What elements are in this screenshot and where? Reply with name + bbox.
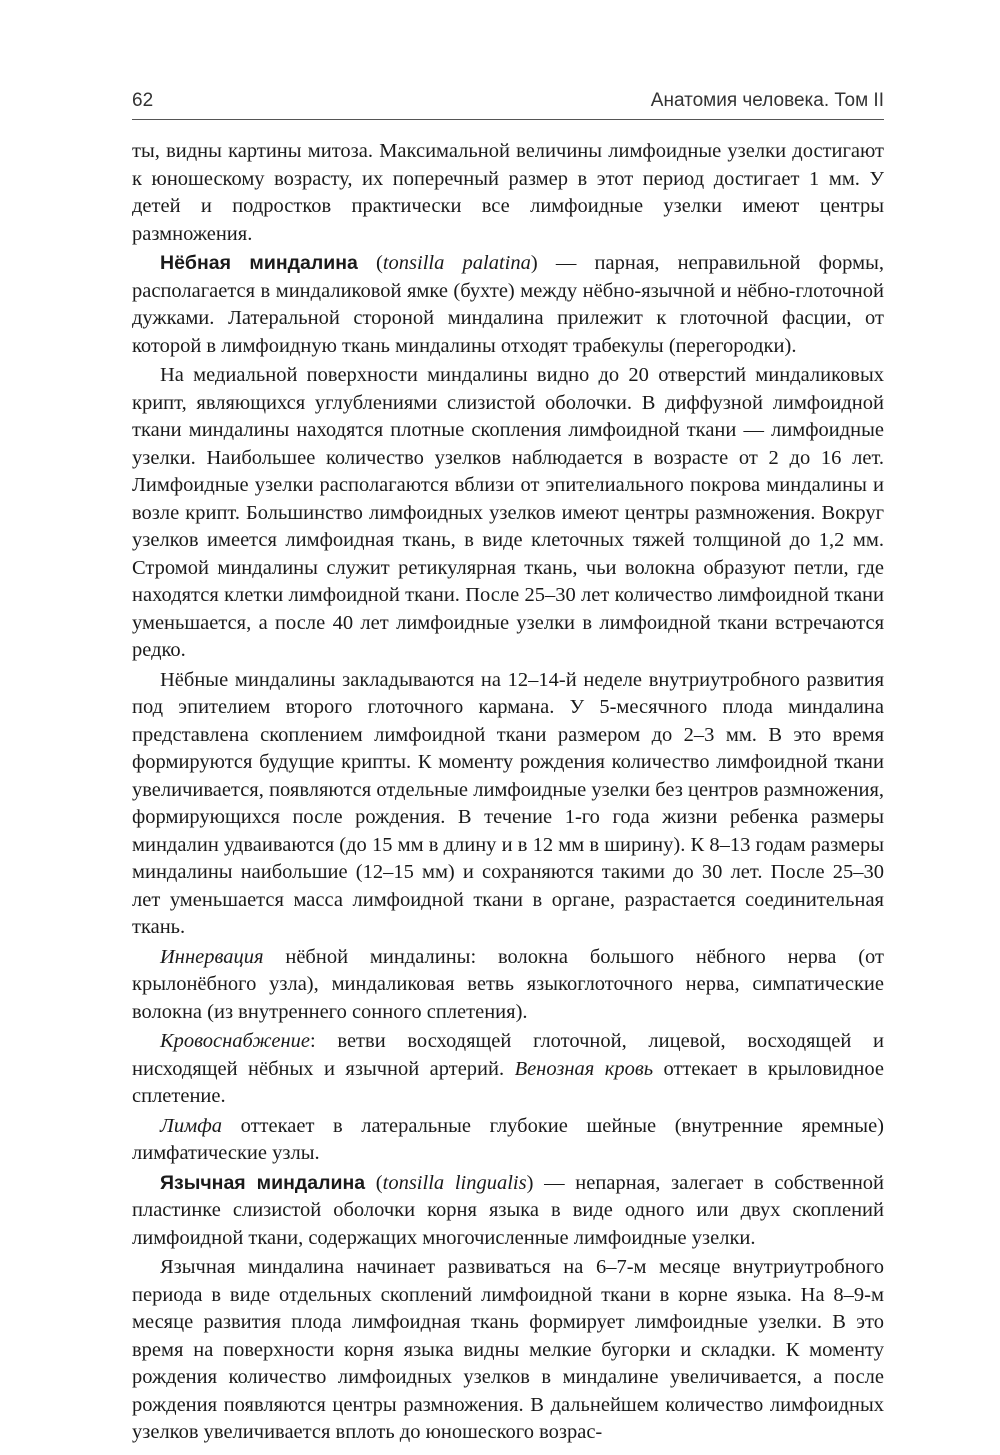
page-header: [132, 86, 884, 120]
paragraph-palatine-tonsil: Нёбная миндалина (tonsilla palatina) — парная, неправильной формы, располагается в миндаликовой ямке (бухте) между нёбно-язычной и нёбно-глоточной дужками. Латеральной стороной миндалина прилежит к глоточной фасции, от которой в лимфоидную ткань миндалины отходят трабекулы (перегородки).: [132, 252, 884, 357]
paragraph-lymph: Лимфа оттекает в латеральные глубокие шейные (внутренние яремные) лимфатические узлы.: [132, 1114, 884, 1164]
body-text: [132, 138, 884, 1447]
running-title: Анатомия человека. Том II: [650, 90, 884, 111]
paragraph-innervation: Иннервация нёбной миндалины: волокна большого нёбного нерва (от крылонёбного узла), миндаликовая ветвь языкоглоточного нерва, симпатические волокна (из внутреннего сонного сплетения).: [132, 945, 884, 1023]
italic-term: Лимфа: [160, 1114, 223, 1137]
paragraph-lingual-tonsil: Язычная миндалина (tonsilla lingualis) — непарная, залегает в собственной пластинке слизистой оболочки корня языка в виде одного или двух скоплений лимфоидной ткани, содержащих многочисленные лимфоидные узелки.: [132, 1171, 885, 1249]
page-number: 62: [132, 90, 154, 111]
paragraph-blood-supply: Кровоснабжение: ветви восходящей глоточной, лицевой, восходящей и нисходящей нёбных и язычной артерий. Венозная кровь оттекает в крыловидное сплетение.: [132, 1030, 884, 1107]
term-heading: Язычная миндалина: [160, 1171, 366, 1194]
paragraph-continuation: ты, видны картины митоза. Максимальной величины лимфоидные узелки достигают к юношескому возрасту, их поперечный размер в этот период достигает 1 мм. У детей и подростков практически все лимфоидные узелки имеют центры размножения.: [132, 140, 884, 245]
header-rule: [132, 119, 884, 120]
italic-term: Кровоснабжение: [160, 1030, 310, 1052]
latin-term: tonsilla lingualis: [382, 1171, 527, 1194]
term-heading: Нёбная миндалина: [160, 252, 358, 274]
paragraph-development: Нёбные миндалины закладываются на 12–14-й неделе внутриутробного развития под эпителием второго глоточного кармана. У 5-месячного плода миндалина представлена скоплением лимфоидной ткани размером до 2–3 мм. В это время формируются будущие крипты. К моменту рождения количество лимфоидной ткани увеличивается, появляются отдельные лимфоидные узелки без центров размножения, формирующихся после рождения. В течение 1-го года жизни ребенка размеры миндалин удваиваются (до 15 мм в длину и в 12 мм в ширину). К 8–13 годам размеры миндалины наибольшие (12–15 мм) и сохраняются такими до 30 лет. После 25–30 лет уменьшается масса лимфоидной ткани в органе, разрастается соединительная ткань.: [132, 668, 884, 938]
paragraph-crypts: На медиальной поверхности миндалины видно до 20 отверстий миндаликовых крипт, являющихся углублениями слизистой оболочки. В диффузной лимфоидной ткани миндалины находятся плотные скопления лимфоидной ткани — лимфоидные узелки. Наибольшее количество узелков наблюдается в возрасте от 2 до 16 лет. Лимфоидные узелки располагаются вблизи от эпителиального покрова миндалины и возле крипт. Большинство лимфоидных узелков имеют центры размножения. Вокруг узелков имеется лимфоидная ткань, в виде клеточных тяжей толщиной до 1,2 мм. Стромой миндалины служит ретикулярная ткань, чьи волокна образуют петли, где находятся клетки лимфоидной ткани. После 25–30 лет количество лимфоидной ткани уменьшается, а после 40 лет лимфоидные узелки в лимфоидной ткани встречаются редко.: [132, 364, 884, 661]
italic-term: Венозная кровь: [514, 1057, 654, 1080]
paragraph-lingual-development: Язычная миндалина начинает развиваться на 6–7-м месяце внутриутробного периода в виде отдельных скоплений лимфоидной ткани в корне языка. На 8–9-м месяце развития плода лимфоидная ткань формирует лимфоидные узелки. В это время на поверхности корня языка видны мелкие бугорки и складки. К моменту рождения количество лимфоидных узелков в миндалине увеличивается, а после рождения появляются центры размножения. В дальнейшем количество лимфоидных узелков увеличивается вплоть до юношеского возрас-: [132, 1256, 884, 1443]
italic-term: Иннервация: [160, 945, 264, 968]
latin-term: tonsilla palatina: [382, 252, 531, 274]
